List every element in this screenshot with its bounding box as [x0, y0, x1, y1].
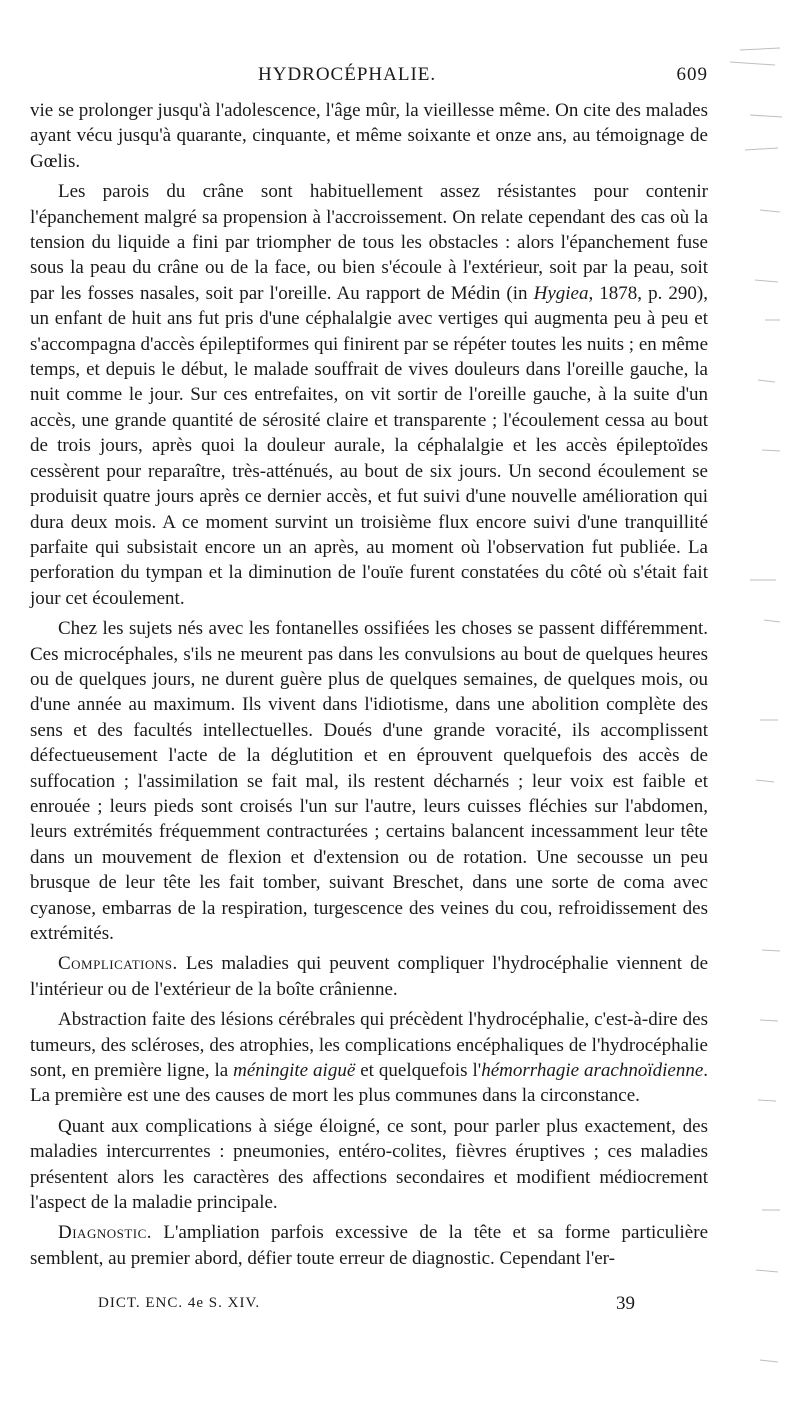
paragraph [30, 1114, 708, 1216]
page-header [30, 64, 708, 94]
paragraph [30, 179, 708, 611]
section-heading: Complications. [58, 953, 178, 975]
text-run: vie se prolonger jusqu'à l'adolescence, l'âge mûr, la vieillesse même. On cite des malades ayant vécu jusqu'à quarante, cinquante, et même soixante et onze ans, au témoignage de Gœlis. [30, 100, 708, 172]
paragraph [30, 98, 708, 174]
paragraph [30, 951, 708, 1002]
text-run: Les maladies qui peuvent compliquer l'hydrocéphalie viennent de l'intérieur ou de l'extérieur de la boîte crânienne. [30, 953, 708, 1000]
text-run: L'ampliation parfois excessive de la tête et sa forme particulière semblent, au premier abord, défier toute erreur de diagnostic. Cependant l'er- [30, 1222, 708, 1269]
paragraph [30, 1007, 708, 1109]
body-text [30, 98, 708, 1276]
text-run: . La première est une des causes de mort les plus communes dans la circonstance. [30, 1060, 709, 1107]
paragraph [30, 616, 708, 946]
text-run: Quant aux complications à siége éloigné, ce sont, pour parler plus exactement, des maladies intercurrentes : pneumonies, entéro-colites, fièvres éruptives ; ces maladies présentent alors les caractères des affections secondaires et modifient médiocrement l'aspect de la maladie principale. [30, 1115, 708, 1214]
text-run: , 1878, p. 290), un enfant de huit ans fut pris d'une céphalalgie avec vertiges qui augmenta peu à peu et s'accompagna d'accès épileptiformes qui finirent par se répéter toutes les nuits ; en même temps, et depuis le début, le malade souffrait de vives douleurs dans l'oreille gauche, la nuit comme le jour. Sur ces entrefaites, on vit sortir de l'oreille gauche, à la suite d'un accès, une grande quantité de sérosité claire et transparente ; l'écoulement cessa au bout de trois jours, après quoi la douleur aurale, la céphalalgie et les accès épileptoïdes cessèrent pour reparaître, très-atténués, au bout de six jours. Un second écoulement se produisit quatre jours après ce dernier accès, et fut suivi d'une nouvelle amélioration qui dura deux mois. A ce moment survint un troisième flux encore suivi d'une tranquillité parfaite qui subsistait encore un an après, au moment où l'observation fut publiée. La perforation du tympan et la diminution de l'ouïe furent constatées du côté où s'était fait jour cet écoulement. [30, 282, 708, 609]
page-number: 609 [676, 64, 708, 85]
section-heading: Diagnostic. [58, 1222, 153, 1244]
sheet-number: 39 [616, 1293, 635, 1314]
text-run: Les parois du crâne sont habituellement assez résistantes pour contenir l'épanchement malgré sa propension à l'accroissement. On relate cependant des cas où la tension du liquide a fini par triompher de tous les obstacles : alors l'épanchement fuse sous la peau du crâne ou de la face, ou bien s'écoule à l'extérieur, soit par la peau, soit par les fosses nasales, soit par l'oreille. Au rapport de Médin (in [30, 181, 708, 304]
margin-speckle-decoration [720, 20, 790, 1400]
text-run: et quelquefois l' [355, 1060, 482, 1082]
italic-text: hémorrhagie arachnoïdienne [481, 1060, 704, 1082]
italic-text: méningite aiguë [233, 1060, 356, 1082]
text-run: Chez les sujets nés avec les fontanelles ossifiées les choses se passent différemment. Ces microcéphales, s'ils ne meurent pas dans les convulsions au bout de quelques heures ou de quelques jours, ne durent guère plus de quelques semaines, de quelques mois, ou d'une année au maximum. Ils vivent dans l'idiotisme, dans une abolition complète des sens et des facultés intellectuelles. Doués d'une grande voracité, ils accomplissent défectueusement l'acte de la déglutition et en éprouvent quelquefois des accès de suffocation ; l'assimilation se fait mal, ils restent décharnés ; leur voix est faible et enrouée ; leurs pieds sont croisés l'un sur l'autre, leurs cuisses fléchies sur l'abdomen, leurs extrémités fréquemment contracturées ; certains balancent incessamment leur tête dans un mouvement de flexion et d'extension ou de rotation. Une secousse un peu brusque de leur tête les fait tomber, suivant Breschet, dans une sorte de coma avec cyanose, embarras de la respiration, turgescence des veines du cou, refroidissement des extrémités. [30, 618, 708, 944]
page-footer [30, 1293, 708, 1321]
printer-signature: DICT. ENC. 4e S. XIV. [98, 1295, 261, 1311]
running-title: HYDROCÉPHALIE. [258, 64, 437, 85]
paragraph [30, 1220, 708, 1271]
italic-text: Hygiea [533, 282, 589, 304]
text-run: Abstraction faite des lésions cérébrales qui précèdent l'hydrocéphalie, c'est-à-dire des tumeurs, des scléroses, des atrophies, les complications encéphaliques de l'hydrocéphalie sont, en première ligne, la [30, 1009, 708, 1082]
